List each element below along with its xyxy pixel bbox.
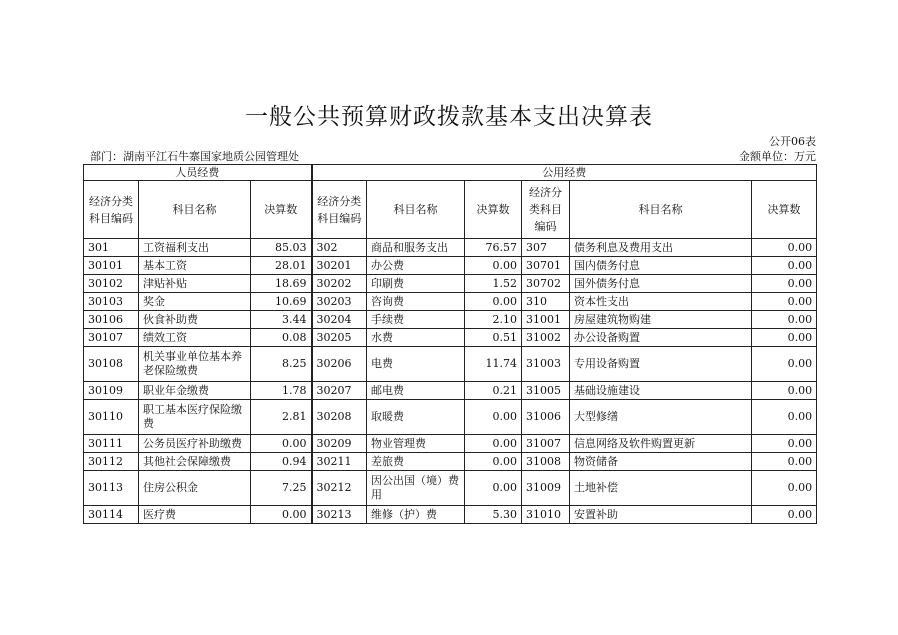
cell-code-1: 30102 (84, 275, 139, 293)
cell-code-2: 30211 (312, 453, 367, 471)
cell-amount-1: 8.25 (251, 347, 312, 382)
cell-name-3: 债务利息及费用支出 (570, 239, 752, 257)
cell-code-3: 30702 (522, 275, 570, 293)
cell-name-3: 大型修缮 (570, 400, 752, 435)
cell-amount-1: 0.08 (251, 329, 312, 347)
table-row (84, 257, 817, 275)
cell-name-2: 因公出国（境）费用 (367, 471, 465, 506)
header-code1: 经济分类科目编码 (84, 181, 139, 239)
cell-code-3: 31006 (522, 400, 570, 435)
cell-name-2: 商品和服务支出 (367, 239, 465, 257)
table-row (84, 293, 817, 311)
cell-amount-3: 0.00 (752, 506, 817, 524)
cell-name-2: 取暖费 (367, 400, 465, 435)
department-label: 部门：湖南平江石牛寨国家地质公园管理处 (90, 150, 299, 163)
cell-amount-3: 0.00 (752, 329, 817, 347)
cell-amount-1: 3.44 (251, 311, 312, 329)
table-row (84, 275, 817, 293)
cell-code-1: 30108 (84, 347, 139, 382)
cell-amount-1: 1.78 (251, 382, 312, 400)
cell-code-1: 301 (84, 239, 139, 257)
table-row (84, 329, 817, 347)
cell-name-3: 国外债务付息 (570, 275, 752, 293)
header-code3: 经济分类科目编码 (522, 181, 570, 239)
cell-name-1: 工资福利支出 (139, 239, 251, 257)
cell-amount-2: 0.00 (465, 471, 522, 506)
table-row (84, 453, 817, 471)
unit-label: 金额单位：万元 (739, 150, 816, 163)
cell-amount-1: 0.00 (251, 506, 312, 524)
cell-code-1: 30107 (84, 329, 139, 347)
cell-code-2: 30209 (312, 435, 367, 453)
cell-code-1: 30113 (84, 471, 139, 506)
cell-code-2: 30207 (312, 382, 367, 400)
cell-amount-2: 11.74 (465, 347, 522, 382)
header-amt1: 决算数 (251, 181, 312, 239)
cell-code-1: 30114 (84, 506, 139, 524)
cell-amount-1: 28.01 (251, 257, 312, 275)
table-row (84, 239, 817, 257)
cell-code-1: 30101 (84, 257, 139, 275)
cell-name-2: 印刷费 (367, 275, 465, 293)
cell-name-3: 房屋建筑物购建 (570, 311, 752, 329)
cell-name-1: 其他社会保障缴费 (139, 453, 251, 471)
cell-name-1: 奖金 (139, 293, 251, 311)
cell-amount-1: 85.03 (251, 239, 312, 257)
table-row (84, 400, 817, 435)
cell-amount-2: 5.30 (465, 506, 522, 524)
header-code2: 经济分类科目编码 (312, 181, 367, 239)
cell-name-1: 机关事业单位基本养老保险缴费 (139, 347, 251, 382)
cell-amount-2: 0.00 (465, 435, 522, 453)
cell-amount-3: 0.00 (752, 347, 817, 382)
cell-name-1: 绩效工资 (139, 329, 251, 347)
cell-code-2: 302 (312, 239, 367, 257)
cell-name-3: 办公设备购置 (570, 329, 752, 347)
cell-amount-3: 0.00 (752, 293, 817, 311)
cell-code-2: 30213 (312, 506, 367, 524)
cell-code-2: 30212 (312, 471, 367, 506)
cell-code-3: 30701 (522, 257, 570, 275)
cell-name-2: 差旅费 (367, 453, 465, 471)
expenditure-table (83, 164, 817, 524)
cell-amount-2: 0.51 (465, 329, 522, 347)
cell-code-2: 30201 (312, 257, 367, 275)
page-title: 一般公共预算财政拨款基本支出决算表 (245, 104, 653, 130)
cell-name-1: 伙食补助费 (139, 311, 251, 329)
cell-name-1: 职工基本医疗保险缴费 (139, 400, 251, 435)
group-personnel: 人员经费 (84, 165, 312, 181)
cell-code-1: 30110 (84, 400, 139, 435)
cell-amount-3: 0.00 (752, 453, 817, 471)
cell-code-3: 31009 (522, 471, 570, 506)
cell-name-2: 维修（护）费 (367, 506, 465, 524)
table-row (84, 347, 817, 382)
cell-name-3: 基础设施建设 (570, 382, 752, 400)
cell-name-2: 手续费 (367, 311, 465, 329)
cell-code-2: 30202 (312, 275, 367, 293)
cell-amount-1: 2.81 (251, 400, 312, 435)
cell-name-1: 津贴补贴 (139, 275, 251, 293)
cell-code-1: 30106 (84, 311, 139, 329)
cell-amount-3: 0.00 (752, 382, 817, 400)
cell-amount-1: 7.25 (251, 471, 312, 506)
header-amt2: 决算数 (465, 181, 522, 239)
cell-amount-3: 0.00 (752, 275, 817, 293)
cell-code-2: 30203 (312, 293, 367, 311)
cell-code-1: 30111 (84, 435, 139, 453)
table-row (84, 311, 817, 329)
cell-amount-1: 0.00 (251, 435, 312, 453)
cell-amount-3: 0.00 (752, 311, 817, 329)
cell-code-1: 30112 (84, 453, 139, 471)
cell-code-2: 30205 (312, 329, 367, 347)
cell-amount-3: 0.00 (752, 257, 817, 275)
cell-amount-2: 2.10 (465, 311, 522, 329)
cell-amount-2: 0.21 (465, 382, 522, 400)
cell-amount-3: 0.00 (752, 239, 817, 257)
cell-name-2: 电费 (367, 347, 465, 382)
cell-name-2: 办公费 (367, 257, 465, 275)
header-name3: 科目名称 (570, 181, 752, 239)
cell-name-3: 信息网络及软件购置更新 (570, 435, 752, 453)
cell-code-3: 31003 (522, 347, 570, 382)
cell-amount-3: 0.00 (752, 471, 817, 506)
cell-code-3: 31002 (522, 329, 570, 347)
cell-name-1: 职业年金缴费 (139, 382, 251, 400)
cell-amount-2: 0.00 (465, 293, 522, 311)
cell-code-3: 31007 (522, 435, 570, 453)
cell-name-3: 资本性支出 (570, 293, 752, 311)
table-row (84, 382, 817, 400)
table-row (84, 471, 817, 506)
header-name2: 科目名称 (367, 181, 465, 239)
form-number: 公开06表 (769, 135, 816, 148)
cell-name-1: 基本工资 (139, 257, 251, 275)
cell-amount-2: 1.52 (465, 275, 522, 293)
cell-amount-2: 0.00 (465, 257, 522, 275)
cell-name-3: 专用设备购置 (570, 347, 752, 382)
cell-code-2: 30204 (312, 311, 367, 329)
cell-amount-2: 76.57 (465, 239, 522, 257)
cell-amount-2: 0.00 (465, 400, 522, 435)
cell-code-3: 31005 (522, 382, 570, 400)
cell-code-1: 30109 (84, 382, 139, 400)
cell-code-3: 31008 (522, 453, 570, 471)
cell-name-3: 安置补助 (570, 506, 752, 524)
cell-amount-1: 10.69 (251, 293, 312, 311)
cell-name-3: 国内债务付息 (570, 257, 752, 275)
cell-code-3: 31010 (522, 506, 570, 524)
cell-name-2: 咨询费 (367, 293, 465, 311)
cell-code-3: 31001 (522, 311, 570, 329)
cell-name-1: 医疗费 (139, 506, 251, 524)
header-name1: 科目名称 (139, 181, 251, 239)
cell-name-3: 物资储备 (570, 453, 752, 471)
cell-amount-3: 0.00 (752, 400, 817, 435)
header-amt3: 决算数 (752, 181, 817, 239)
column-header-row (84, 181, 817, 239)
cell-name-1: 公务员医疗补助缴费 (139, 435, 251, 453)
cell-name-3: 土地补偿 (570, 471, 752, 506)
cell-name-2: 物业管理费 (367, 435, 465, 453)
cell-code-1: 30103 (84, 293, 139, 311)
cell-amount-2: 0.00 (465, 453, 522, 471)
group-public: 公用经费 (312, 165, 817, 181)
cell-amount-1: 0.94 (251, 453, 312, 471)
group-header-row (84, 165, 817, 181)
cell-code-3: 307 (522, 239, 570, 257)
cell-amount-3: 0.00 (752, 435, 817, 453)
table-body (84, 239, 817, 524)
cell-code-2: 30208 (312, 400, 367, 435)
table-row (84, 435, 817, 453)
cell-name-2: 水费 (367, 329, 465, 347)
cell-code-2: 30206 (312, 347, 367, 382)
cell-code-3: 310 (522, 293, 570, 311)
cell-name-2: 邮电费 (367, 382, 465, 400)
cell-name-1: 住房公积金 (139, 471, 251, 506)
cell-amount-1: 18.69 (251, 275, 312, 293)
table-row (84, 506, 817, 524)
